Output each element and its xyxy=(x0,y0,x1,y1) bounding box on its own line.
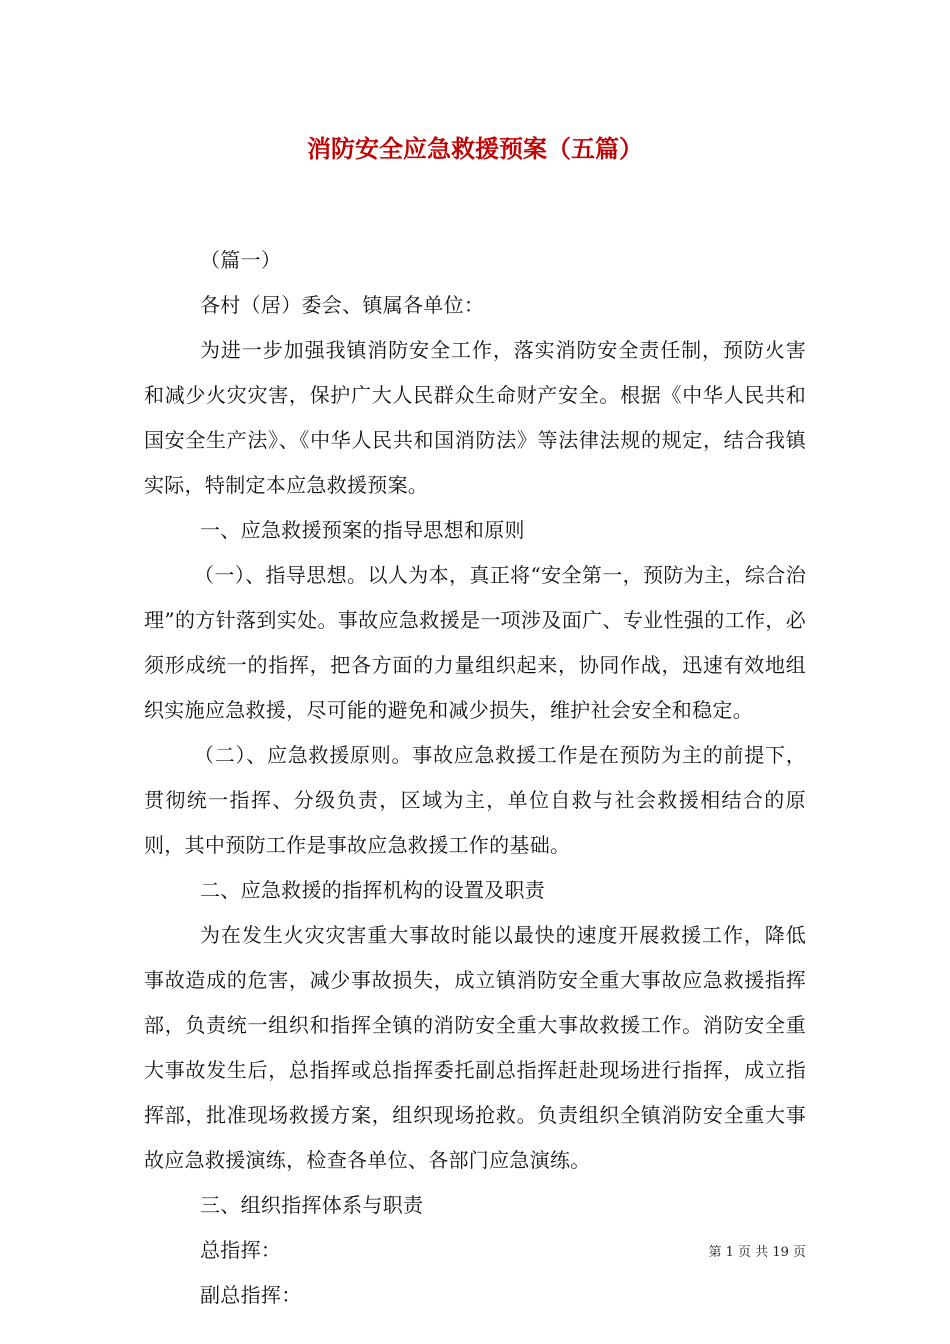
intro-paragraph: 为进一步加强我镇消防安全工作，落实消防安全责任制，预防火害和减少火灾灾害，保护广大人民群众生命财产安全。根据《中华人民共和国安全生产法》、《中华人民共和国消防法》等法律法规的规定，结合我镇实际，特制定本应急救援预案。 xyxy=(144,338,806,497)
paragraph-rescue-principle: （二）、应急救援原则。事故应急救援工作是在预防为主的前提下，贯彻统一指挥、分级负责，区域为主，单位自救与社会救援相结合的原则，其中预防工作是事故应急救援工作的基础。 xyxy=(144,743,806,857)
page-number: 第 1 页 共 19 页 xyxy=(708,1245,806,1260)
paragraph-command-duties: 为在发生火灾灾害重大事故时能以最快的速度开展救援工作，降低事故造成的危害，减少事故损失，成立镇消防安全重大事故应急救援指挥部，负责统一组织和指挥全镇的消防安全重大事故救援工作。消防安全重大事故发生后，总指挥或总指挥委托副总指挥赶赴现场进行指挥，成立指挥部，批准现场救援方案，组织现场抢救。负责组织全镇消防安全重大事故应急救援演练，检查各单位、各部门应急演练。 xyxy=(144,923,806,1172)
paragraph-guiding-thought: （一）、指导思想。以人为本，真正将“安全第一，预防为主，综合治理”的方针落到实处。事故应急救援是一项涉及面广、专业性强的工作，必须形成统一的指挥，把各方面的力量组织起来，协同作战，迅速有效地组织实施应急救援，尽可能的避免和减少损失，维护社会安全和稳定。 xyxy=(144,563,806,722)
label-deputy-commander: 副总指挥： xyxy=(200,1283,302,1307)
label-commander: 总指挥： xyxy=(200,1238,282,1262)
heading-command-structure: 二、应急救援的指挥机构的设置及职责 xyxy=(200,878,546,902)
heading-guiding-principles: 一、应急救援预案的指导思想和原则 xyxy=(200,518,525,542)
salutation: 各村（居）委会、镇属各单位： xyxy=(200,293,485,317)
section-label: （篇一） xyxy=(200,248,282,272)
document-body xyxy=(144,238,806,1318)
page-title: 消防安全应急救援预案（五篇） xyxy=(307,134,643,163)
heading-command-system: 三、组织指挥体系与职责 xyxy=(200,1193,424,1217)
